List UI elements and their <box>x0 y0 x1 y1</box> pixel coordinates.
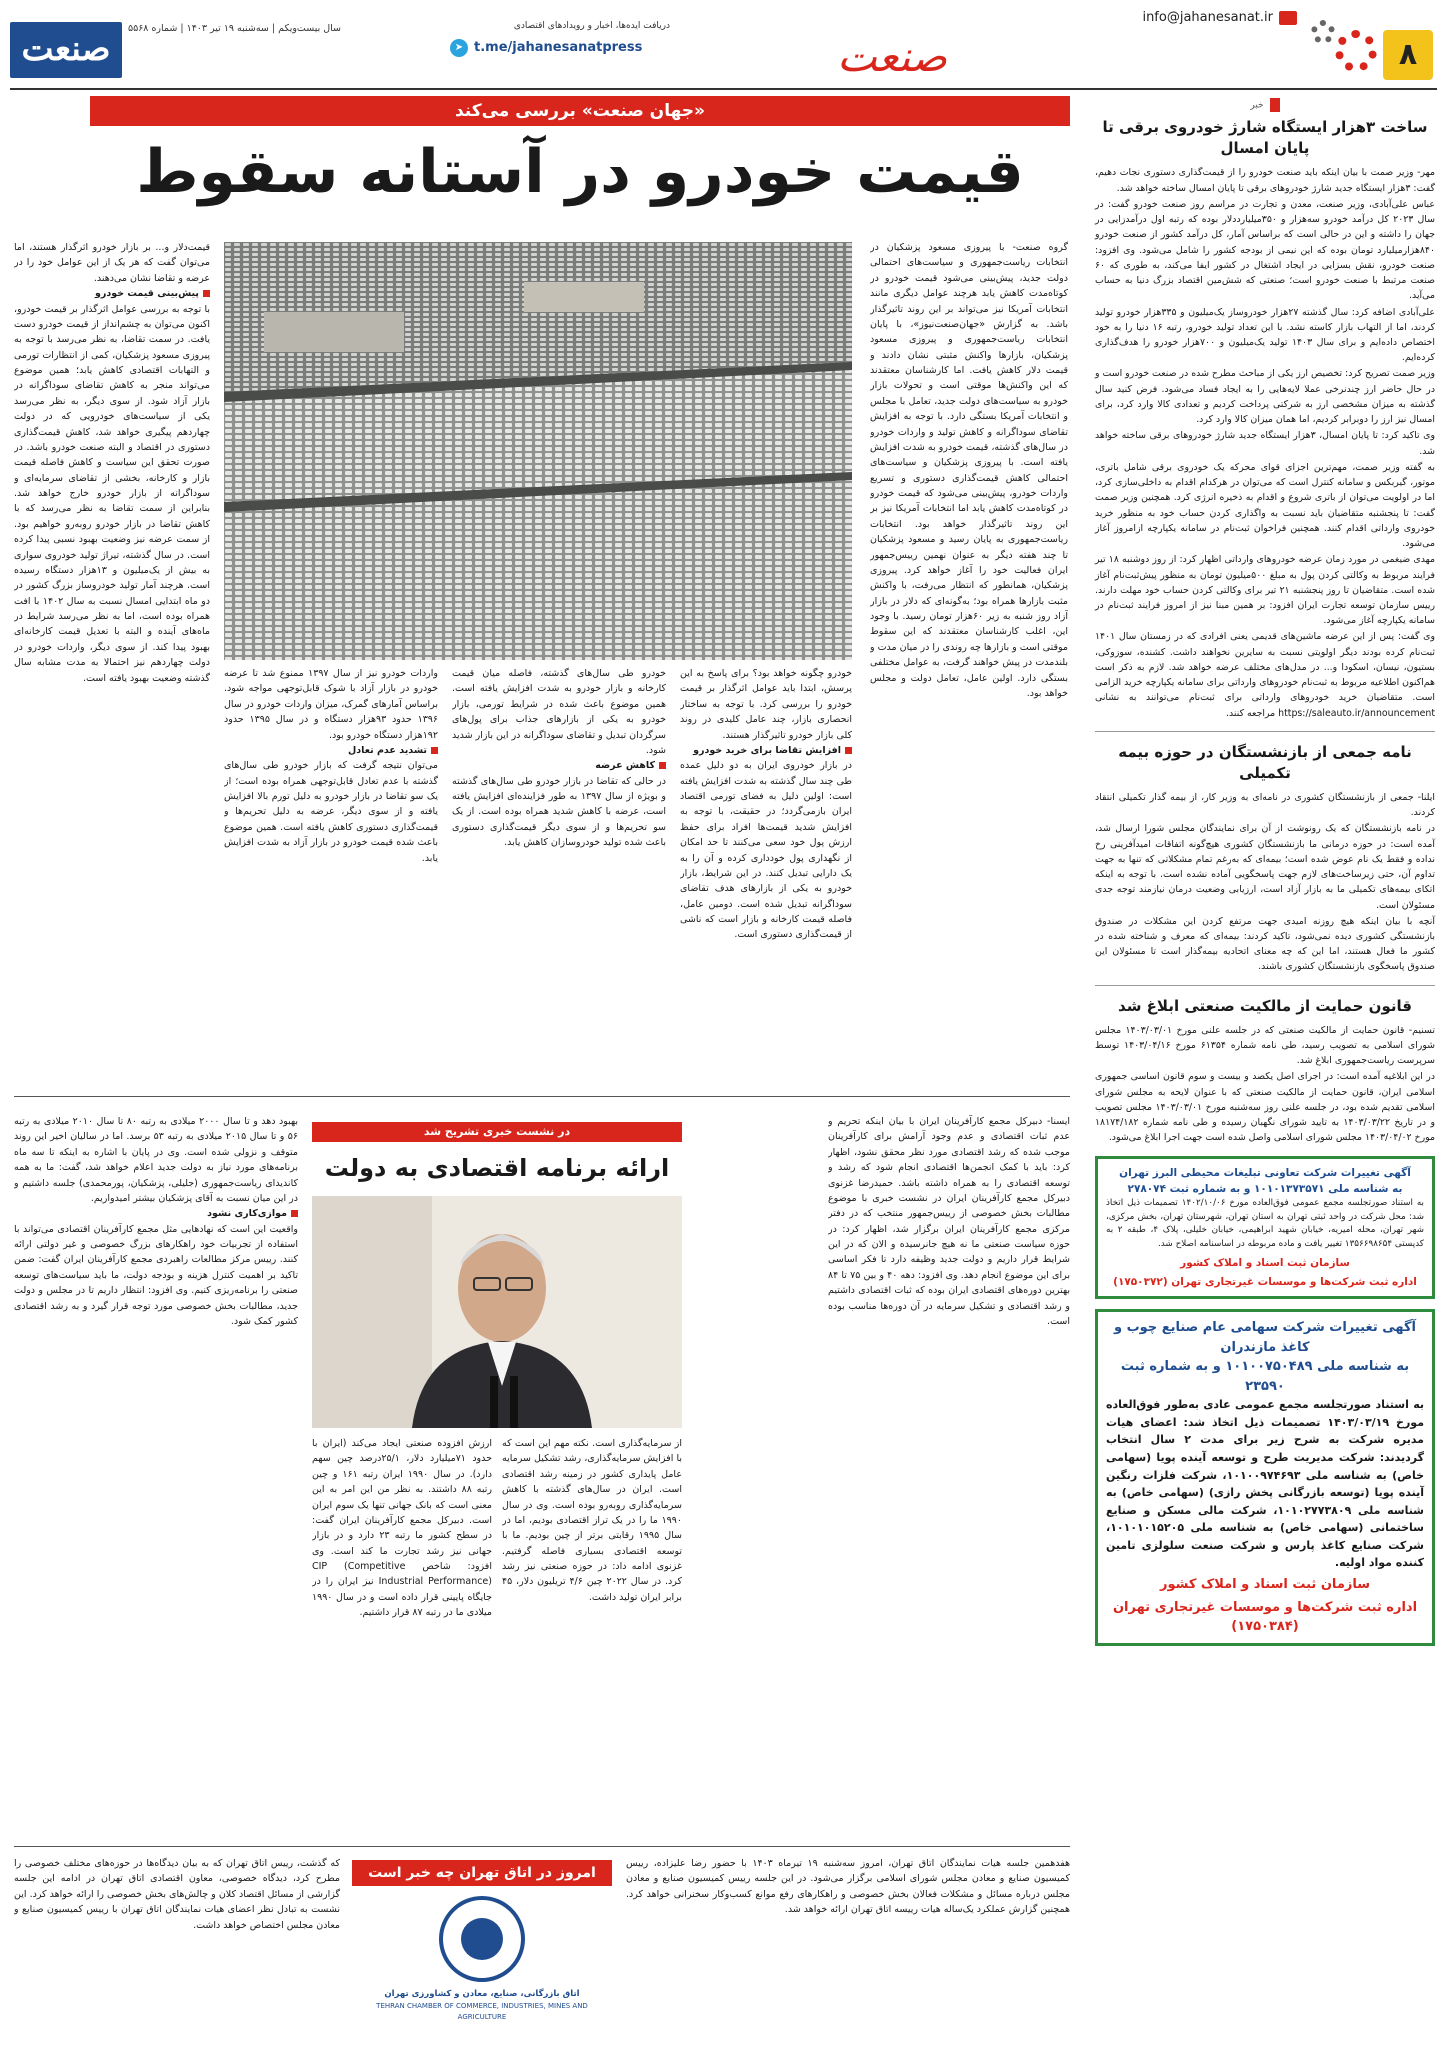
story-ev-charging-body: مهر- وزیر صمت با بیان اینکه باید صنعت خودرو را از قیمت‌گذاری دستوری نجات دهیم، گفت: ۳هزار ایستگاه جدید شارژ خودروهای برقی تا پایان امسال ساخته خواهد شد. عباس علی‌آبادی، وزیر صنعت، معدن و تجارت در مراسم روز صنعت خودرو گفت: در سال ۲۰۲۳ کل درآمد خودرو سه‌هزار و ۳۵۰میلیارددلار بوده که رتبه اول درآمدزایی در جهان را داشته و این در حالی است که براساس آمار، کل درآمد کشور از صنعت خودرو ۸۴۰هزارمیلیارد تومان بوده که این نیمی از بودجه کشور را شامل می‌شود. وی افزود: صنعت خودرو، نقش بسزایی در ایجاد اشتغال در کشور ایفا می‌کند، به طوری که ۶۰ صنعت مرتبط با صنعت خودرو است؛ صنعتی که شش‌مین اقتصاد بزرگ دنیا به حساب می‌آید. علی‌آبادی اضافه کرد: سال گذشته ۲۷هزار خودروساز یک‌میلیون و ۳۳۵هزار خودرو تولید کردند، اما از التهاب بازار کاسته نشد. با این تعداد تولید خودرو، رتبه ۱۶ دنیا را به خود اختصاص داده‌ایم و برای سال ۱۴۰۳ تولید یک‌میلیون و ۷۰۰هزار خودرو را هدف‌گذاری کرده‌ایم. وزیر صمت تصریح کرد: تخصیص ارز یکی از مباحث مطرح شده در صنعت خودرو است و در حال حاضر ارز چندنرخی عملا لایه‌هایی را به ایجاد فساد می‌شود. فرض کنید سال گذشته به میزان مشخصی ارز به شرکتی پرداخت کردیم و تعدادی کالا وارد کرد، برای امسال نیز ارز را دوبرابر کردیم، اما همان میزان کالا وارد کرد. وی تاکید کرد: تا پایان امسال، ۳هزار ایستگاه جدید شارژ خودروهای برقی ساخته خواهد شد. به گفته وزیر صمت، مهم‌ترین اجزای قوای محرکه یک خودروی برقی شامل باتری، موتور، گیربکس و سامانه کنترل است که می‌توان در هرکدام اقدام به داخلی‌سازی کرد، اما در اولویت می‌توان از باتری شروع و اقدام به ذخیره انرژی کرد. همچنین وزیر صمت گفت: تا پنجشنبه متقاضیان باید نسبت به واگذاری کردن حساب خود به منظور خرید خودروی وارداتی اقدام کنند. همچنین فراخوان ثبت‌نام در سامانه یکپارچه ازامروز آغاز می‌شود. مهدی ضیغمی در مورد زمان عرضه خودروهای وارداتی اظهار کرد: از روز دوشنبه ۱۸ تیر فرایند مربوط به وکالتی کردن پول به مبلغ ۵۰۰میلیون تومان به منظور پیش‌ثبت‌نام آغاز شده است. متقاضیان تا روز پنجشنبه ۲۱ تیر برای وکالتی کردن حساب خود مهلت دارند. رییس سازمان توسعه تجارت ایران افزود: بر همین مبنا نیز از امروز فرایند ثبت‌نام در سامانه یکپارچه آغاز می‌شود. وی گفت: پس از این عرضه ماشین‌های قدیمی یعنی افرادی که در زمستان سال ۱۴۰۱ ثبت‌نام کرده بودند دیگر اولویتی نسبت به سایرین نخواهند داشت. کشنده، سوزوکی، بستیون، نیسان، اسکودا و... در مدل‌های مختلف عرضه خواهد شد. لازم به ذکر است هم‌اکنون اطلاعیه مربوط به ثبت‌نام خودروهای وارداتی برای سامانه یکپارچه خرید الزامی است. متقاضیان خرید خودروهای وارداتی برای ثبت‌نام می‌توانند به نشانی https://saleauto.ir/announcement مراجعه کنند. <box>1095 167 1436 719</box>
bottom-story-kicker: امروز در اتاق تهران چه خبر است <box>352 1860 612 1886</box>
main-col-1: گروه صنعت- با پیروزی مسعود پزشکیان در انتخابات ریاست‌جمهوری و سیاست‌های احتمالی دولت جدید، پیش‌بینی می‌شود قیمت خودرو در کوتاه‌مدت کاهش یابد هرچند عوامل دیگری مانند انتخابات آمریکا نیز می‌تواند بر این روند تاثیرگذار باشد. به گزارش «جهان‌صنعت‌نیوز»، با پایان انتخابات ریاست‌جمهوری و پیروزی مسعود پزشکیان، بازارها واکنش مثبتی نشان دادند و قیمت دلار کاهش یافت. اما کارشناسان معتقدند که این واکنش‌ها موقتی است و تحولات بازار خودرو به سیاست‌های دولت جدید، تعامل با مجلس و انتخابات آمریکا بستگی دارد. با توجه به افزایش تقاضای سوداگرانه و کاهش تولید و واردات خودرو در سال‌های گذشته، قیمت خودرو به شدت افزایش یافته است. با پیروزی پزشکیان و سیاست‌های احتمالی کاهش قیمت‌گذاری دستوری و تسریع واردات خودرو، پیش‌بینی می‌شود که قیمت خودرو در کوتاه‌مدت کاهش یابد اما انتخابات آمریکا نیز بر این روند تاثیرگذار خواهد بود. انتخابات ریاست‌جمهوری به پایان رسید و مسعود پزشکیان تا چند هفته دیگر به عنوان نهمین رییس‌جمهور ایران فعالیت خود را آغاز خواهد کرد. پیروزی پزشکیان، همانطور که انتظار می‌رفت، با واکنش مثبت بازارها همراه بود؛ به‌گونه‌ای که دلار در بازار آزاد روز شنبه به زیر ۶۰هزار تومان رسید. با وجود این، اغلب کارشناسان معتقدند که این سقوط موقتی است و بازارها چه روندی را در میان مدت و بلندمدت در پیش خواهند گرفت، به عوامل مختلفی بستگی دارد. اولین عامل، تعامل دولت و مجلس خواهد بود. <box>870 242 1068 699</box>
main-col-2: خودرو چگونه خواهد بود؟ برای پاسخ به این پرسش، ابتدا باید عوامل اثرگذار بر قیمت خودرو را بررسی کرد. با توجه به ساختار انحصاری بازار، چند عامل کلیدی در روند کلی بازار خودرو تاثیرگذار هستند. افزایش تقاضا برای خرید خودرو در بازار خودروی ایران به دو دلیل عمده طی چند سال گذشته به شدت افزایش یافته است: اولین دلیل به فضای تورمی اقتصاد ایران بازمی‌گردد؛ در حقیقت، با توجه به افزایش شدید قیمت‌ها افراد برای حفظ ارزش پول خود سعی می‌کنند تا حد امکان از نگهداری پول خودداری کرده و آن را به یک دارایی تبدیل کنند. در این شرایط، بازار خودرو به یکی از بازارهای هدف تقاضای سوداگرانه تبدیل شده است. دومین عامل، فاصله قیمت کارخانه و بازار است که ناشی از قیمت‌گذاری دستوری است. <box>680 668 852 941</box>
ad-1-subtitle: به شناسه ملی ۱۰۱۰۱۳۷۳۵۷۱ و به شماره ثبت ۲۷۸۰۷۴ <box>1127 1182 1403 1195</box>
page-number: ۸ <box>1383 30 1433 80</box>
story-retirees-body: ایلنا- جمعی از بازنشستگان کشوری در نامه‌ای به وزیر کار، از بیمه گذار تکمیلی انتقاد کردند. در نامه بازنشستگان که یک رونوشت از آن برای نمایندگان مجلس شورا ارسال شد، آمده است: در حوزه درمانی ما بازنشستگان کشوری هیچ‌گونه اتفاقات امیدآفرینی رخ نداده و فقط یک نام عوض شده است؛ بیمه‌ای که به‌رغم تمام مشکلاتی که تنها به جهت تداوم آن، حتی زیرساخت‌های لازم جهت پاسخگویی آماده نشده است. با توجه به اینکه اتکای بیمه‌های تکمیلی ما به بازار آزاد است، ارزیابی وضعیت درمان نیازمند توجه جدی مسئولان است. آنچه با بیان اینکه هیچ روزنه امیدی جهت مرتفع کردن این مشکلات در صندوق بازنشستگی کشوری دیده نمی‌شود، تاکید کردند: بیمه‌ای که معرف و شناخته شده در کشور ما فعال هستند، اما این که چه معنای اتحادیه بیمه‌گذار است تا مسئولان این صندوق پاسخگوی بازنشستگان کشوری باشند. <box>1095 791 1435 973</box>
second-col-3: ارزش افزوده صنعتی ایجاد می‌کند (ایران با حدود ۷۱میلیارد دلار، ۲۵/۱درصد چین سهم دارد). در سال ۱۹۹۰ ایران رتبه ۱۶۱ و چین رتبه ۸۸ داشتند. به نظر من این امر به این معنی است که بانک جهانی تنها یک سوم ایران است. دبیرکل مجمع کارآفرینان ایران گفت: در سطح کشور ما رتبه ۲۳ دارد و در بازار جهانی نیز رشد تجارت ما کند است. وی افزود: شاخص CIP (Competitive Industrial Performance) نیز ایران را در جایگاه پایینی قرار داده است و در سال ۱۹۹۰ میلادی ما در رتبه ۸۷ قرار داشتیم. <box>312 1438 492 1619</box>
ad-1-footer-office: اداره ثبت شرکت‌ها و موسسات غیرتجاری تهران (۱۷۵۰۳۷۲) <box>1113 1275 1417 1288</box>
subhead-supply: کاهش عرضه <box>452 758 666 773</box>
subhead-demand: افزایش تقاضا برای خرید خودرو <box>680 743 852 758</box>
telegram-icon: ➤ <box>450 39 468 57</box>
car-parking-photo <box>224 242 852 660</box>
section-divider-2 <box>14 1846 1070 1847</box>
telegram-promo <box>450 20 670 58</box>
ad-2-footer-office: اداره ثبت شرکت‌ها و موسسات غیرتجاری تهران (۱۷۵۰۳۸۴) <box>1112 1599 1418 1634</box>
speaker-photo <box>312 1196 682 1428</box>
second-story-kicker: در نشست خبری تشریح شد <box>312 1122 682 1142</box>
ad-2-footer-org: سازمان ثبت اسناد و املاک کشور <box>1159 1577 1371 1593</box>
header-divider <box>10 88 1437 90</box>
email-row <box>1142 8 1297 28</box>
second-col-2: از سرمایه‌گذاری است. نکته مهم این است که با افزایش سرمایه‌گذاری، رشد تشکیل سرمایه عامل پایداری کشور در زمینه رشد اقتصادی است. ایران در سال‌های گذشته با کاهش سرمایه‌گذاری روبه‌رو بوده است. وی در سال ۱۹۹۰ ما را در یک تراز اقتصادی بودیم، اما در سال ۱۹۹۵ رقابتی برتر از چین بودیم. ما با توسعه اقتصادی بسیاری فاصله گرفتیم. غزنوی ادامه داد: در حوزه صنعتی نیز رشد کرد. در سال ۲۰۲۲ چین ۴/۶ تریلیون دلار، ۴۵ برابر ایران تولید داشت. <box>502 1438 682 1603</box>
ad-2-subtitle: به شناسه ملی ۱۰۱۰۰۷۵۰۴۸۹ و به شماره ثبت ۲۳۵۹۰ <box>1120 1359 1410 1394</box>
gear-icon <box>1335 30 1377 72</box>
newspaper-masthead: صنعت <box>10 22 122 78</box>
subhead-no-parallel: موازی‌کاری نشود <box>14 1206 298 1221</box>
main-col-5: قیمت‌دلار و... بر بازار خودرو اثرگذار هستند، اما می‌توان گفت که هر یک از این عوامل خود را در عرضه و تقاضا نشان می‌دهند. پیش‌بینی قیمت خودرو با توجه به بررسی عوامل اثرگذار بر قیمت خودرو، اکنون می‌توان به چشم‌انداز از قیمت خودرو دست یافت. در سمت تقاضا، به نظر می‌رسد با توجه به پیروزی مسعود پزشکیان، کمی از انتظارات تورمی و التهابات اقتصادی کاهش یابد؛ همین موضوع می‌تواند منجر به کاهش تقاضای سوداگرانه در بازار آزاد شود. از سوی دیگر، به نظر می‌رسد یکی از سیاست‌های خودرویی که در دولت چهاردهم پیگیری خواهد شد، کاهش قیمت‌گذاری دستوری در اقتصاد و البته صنعت خودرو باشد. در صورت تحقق این سیاست و کاهش فاصله قیمت بازار و کارخانه، بخشی از تقاضای سرمایه‌ای و سوداگرانه از بازار خودرو خارج خواهد شد. بنابراین از سمت تقاضا به نظر می‌رسد که با کاهش تقاضا در بازار خودرو روبه‌رو خواهیم بود. از سمت عرضه نیز وضعیت بهبود نسبی پیدا کرده است. در سال گذشته، تیراژ تولید خودروی سواری به بیش از یک‌میلیون و ۱۳هزار دستگاه رسیده است. هرچند آمار تولید خودروساز بزرگ کشور در دو ماه ابتدایی امسال نسبت به سال ۱۴۰۲ با افت همراه بوده است، اما به نظر می‌رسد شرایط در ماه‌های آینده و البته با تعدیل قیمت کارخانه‌ای بهبود پیدا کند. از سوی دیگر، واردات خودرو در دولت چهاردهم نیز احتمالا به مدت مشابه سال گذشته وضعیت بهبود یافته است. <box>14 242 210 684</box>
main-col-4: واردات خودرو نیز از سال ۱۳۹۷ ممنوع شد تا عرضه خودرو در بازار آزاد با شوک قابل‌توجهی مواجه شود. براساس آمارهای گمرک، میزان واردات خودرو در سال ۱۳۹۶ حدود ۹۳هزار دستگاه و در سال ۱۳۹۵ حدود ۱۹۲هزار دستگاه خودرو بود. تشدید عدم تعادل می‌توان نتیجه گرفت که بازار خودرو طی سال‌های گذشته با عدم تعادل قابل‌توجهی همراه بوده است؛ از یک سو تقاضا در بازار خودرو به دلیل تورم بالا افزایش یافته و از سوی دیگر، عرضه به دلیل تحریم‌ها و قیمت‌گذاری دستوری کاهش یافته است. همین موضوع باعث شده قیمت خودرو در بازار آزاد به شدت افزایش یابد. <box>224 668 438 864</box>
story-ip-law-body: تسنیم- قانون حمایت از مالکیت صنعتی که در جلسه علنی مورخ ۱۴۰۳/۰۳/۰۱ مجلس شورای اسلامی به تصویب رسید، طی نامه شماره ۶۱۳۵۴ مورخ ۱۴۰۳/۰۴/۱۶ توسط سرپرست ریاست‌جمهوری ابلاغ شد. در این ابلاغیه آمده است: در اجرای اصل یکصد و بیست و سوم قانون اساسی جمهوری اسلامی ایران، قانون حمایت از مالکیت صنعتی که با عنوان لایحه به مجلس شورای اسلامی تقدیم شده بود، در جلسه علنی روز سه‌شنبه مورخ ۱۴۰۳/۰۳/۰۱ مجلس تصویب و در تاریخ ۱۴۰۳/۰۳/۲۲ به تایید شورای نگهبان رسیده و طی نامه شماره ۱۸۱۷۴/۱۸۲ مورخ ۱۴۰۳/۰۴/۰۲ مجلس شورای اسلامی واصل شده است جهت اجرا ابلاغ می‌شود. <box>1095 1024 1436 1144</box>
email-address[interactable]: info@jahanesanat.ir <box>1142 10 1273 25</box>
subhead-forecast: پیش‌بینی قیمت خودرو <box>14 286 210 301</box>
ad-1-footer-org: سازمان ثبت اسناد و املاک کشور <box>1180 1256 1350 1269</box>
second-col-4: بهبود دهد و تا سال ۲۰۰۰ میلادی به رتبه ۸۰ تا سال ۲۰۱۰ میلادی به رتبه ۵۶ و تا سال ۲۰۱۵ میلادی به رتبه ۵۳ برسد. اما در سالیان اخیر این روند متوقف و نزولی شده است. وی در پایان با اشاره به اینکه تا سه ماه برنامه‌های مورد نیاز به دولت جدید اعلام خواهد شد، گفت: ما به همه کاندیدای ریاست‌جمهوری (جلیلی، پزشکیان، پورمحمدی) جلسه داشتیم و در این میان نسبت به آقای پزشکیان بیشتر امیدواریم. موازی‌کاری نشود واقعیت این است که نهادهایی مثل مجمع کارآفرینان اقتصادی می‌تواند با استفاده از تجربیات خود راهکارهای بزرگ خصوصی و غیر دولتی ارائه کنند. رییس مرکز مطالعات راهبردی مجمع کارآفرینان ایران گفت: ضمن تاکید بر اهمیت کنترل هزینه و بودجه دولت، ما باید سیاست‌های توسعه صنعتی را برنامه‌ریزی کنیم. وی افزود: انتظار داریم تا در مجلس و دولت جدید، مطالبات بخش خصوصی مورد توجه قرار گیرد و به رشد اقتصادی کشور کمک شود. <box>14 1116 298 1327</box>
ad-2-title: آگهی تغییرات شرکت سهامی عام صنایع چوب و کاغذ مازندران <box>1114 1320 1416 1355</box>
tehran-chamber-logo <box>352 1892 612 2042</box>
chamber-name-en: TEHRAN CHAMBER OF COMMERCE, INDUSTRIES, MINES AND AGRICULTURE <box>376 2002 588 2022</box>
gear-small-icon <box>1311 20 1335 44</box>
issue-info: سال بیست‌ویکم | سه‌شنبه ۱۹ تیر ۱۴۰۳ | شماره ۵۵۶۸ <box>128 23 342 34</box>
speaker-photo-art <box>312 1196 682 1428</box>
story-retirees-title: نامه جمعی از بازنشستگان در حوزه بیمه تکمیلی <box>1118 742 1412 782</box>
right-news-column <box>1095 98 1435 1646</box>
main-col-3: خودرو طی سال‌های گذشته، فاصله میان قیمت کارخانه و بازار خودرو به شدت افزایش یافته است. همین موضوع باعث شده در شرایط تورمی، بازار خودرو به یکی از بازارهای جذاب برای پول‌های سرگردان تبدیل و تقاضای سوداگرانه در این بازار شدید شود. کاهش عرضه در حالی که تقاضا در بازار خودرو طی سال‌های گذشته و بویژه از سال ۱۳۹۷ به طور فزاینده‌ای افزایش یافته است، عرضه با کاهش شدید همراه بوده است. از یک سو تحریم‌ها و از سوی دیگر قیمت‌گذاری دستوری باعث شده تولید خودروسازان کاهش یابد. <box>452 668 666 849</box>
main-headline: قیمت خودرو در آستانه سقوط <box>136 137 1024 207</box>
divider <box>1095 985 1435 986</box>
second-headline: ارائه برنامه اقتصادی به دولت <box>324 1154 670 1182</box>
page-header <box>0 0 1447 92</box>
telegram-link[interactable]: t.me/jahanesanatpress <box>474 39 643 55</box>
telegram-prompt: دریافت ایده‌ها، اخبار و رویدادهای اقتصادی <box>513 21 670 31</box>
ad-1-body: به استناد صورتجلسه مجمع عمومی فوق‌العاده مورخ ۱۴۰۲/۱۰/۰۶ تصمیمات ذیل اتخاذ شد: محل شرکت در واحد ثبتی تهران به استان تهران، شهرستان تهران، بخش مرکزی، شهر تهران، محله امیریه، خیابان شهید ابراهیمی، خیابان خلیلی، پلاک ۴، طبقه ۲ به کدپستی ۱۳۵۶۶۹۸۶۵۴ تغییر یافت و ماده مربوطه در اساسنامه اصلاح شد. <box>1106 1198 1424 1249</box>
chamber-emblem-icon <box>439 1896 525 1982</box>
legal-ad-2 <box>1095 1309 1435 1645</box>
second-col-1: ایسنا- دبیرکل مجمع کارآفرینان ایران با بیان اینکه تحریم و عدم ثبات اقتصادی و عدم وجود آرامش برای کارآفرینان موجب شده که رشد اقتصادی مورد نظر محقق نشود، اظهار کرد: باید با کمک انجمن‌ها اقتصادی انجام شود که رشد و توسعه اقتصادی را به همراه داشته باشد. حمیدرضا غزنوی دبیرکل مجمع کارآفرینان ایران در نشست خبری با موضوع مطالبات بخش خصوصی از رییس‌جمهور منتخب که در دفتر مرکزی مجمع کارآفرینان ایران برگزار شد، اظهار کرد: در حوزه سیاست صنعتی ما نه هیچ جا‌نرسیده و الان که در این شرایط قرار داریم و دولت جدید وظیفه دارد تا فکر اساسی برای این موضوع انجام دهد. وی افزود: دهه ۴۰ و بین ۷۵ تا ۸۴ بهترین دوره‌های اقتصادی ایران بوده که ثبات اقتصادی داشتیم و رشد اقتصادی و تشکیل سرمایه در آن دوره‌ها مناسب بوده است. <box>828 1116 1070 1327</box>
chamber-name-fa: اتاق بازرگانی، صنایع، معادن و کشاورزی تهران <box>384 1989 580 1999</box>
divider <box>1095 731 1435 732</box>
section-logo: صنعت <box>837 32 947 81</box>
section-divider <box>14 1096 1070 1097</box>
news-tag: خبر <box>1095 98 1435 113</box>
ad-2-body: به استناد صورتجلسه مجمع عمومی عادی به‌طور فوق‌العاده مورخ ۱۴۰۳/۰۳/۱۹ تصمیمات ذیل اتخاذ شد: اعضای هیات مدیره شرکت به شرح زیر برای مدت ۲ سال انتخاب گردیدند: شرکت مدیریت طرح و توسعه آینده پویا (سهامی خاص) به شناسه ملی ۱۰۱۰۰۹۷۴۶۹۳، شرکت فلزات رنگین آینده پویا (توسعه بازرگانی پخش رازی) (سهامی خاص) به شناسه ملی ۱۰۱۰۲۷۷۳۸۰۹، شرکت مالی مسکن و صنایع ساختمانی (سهامی خاص) به شناسه ملی ۱۰۱۰۱۰۱۵۲۰۵، شرکت صنایع کاغذ پارس و شرکت صنعت سلولزی تامین کننده مواد اولیه. <box>1106 1398 1425 1570</box>
bottom-col-2: که گذشت، رییس اتاق تهران که به بیان دیدگاه‌ها در حوزه‌های مختلف خصوصی را مطرح کرد، دیدگاه خصوصی، معاون اقتصادی اتاق تهران در ادامه این جلسه گزارشی از مسائل اقتصاد کلان و چالش‌های بخش خصوصی را ارائه خواهد کرد. این نشست به تبادل نظر اعضای هیات نمایندگان اتاق تهران با رییس کمیسیون صنایع و معادن مجلس اختصاص خواهد داشت. <box>14 1858 340 1931</box>
red-marker-icon <box>1270 98 1280 112</box>
story-ip-law-title: قانون حمایت از مالکیت صنعتی ابلاغ شد <box>1118 996 1412 1015</box>
ad-1-title: آگهی تغییرات شرکت تعاونی تبلیغات محیطی البرز تهران <box>1119 1166 1411 1179</box>
story-ev-charging-title: ساخت ۳هزار ایستگاه شارژ خودروی برقی تا پایان امسال <box>1102 118 1428 158</box>
car-parking-photo-art <box>224 242 852 660</box>
legal-ad-1 <box>1095 1156 1435 1300</box>
email-icon <box>1279 11 1297 25</box>
bottom-col-1: هفدهمین جلسه هیات نمایندگان اتاق تهران، امروز سه‌شنبه ۱۹ تیرماه ۱۴۰۳ با حضور رضا علیزاده، رییس کمیسیون صنایع و معادن مجلس شورای اسلامی برگزار می‌شود. در این جلسه رییس کمیسیون صنایع و معادن مجلس درباره مسائل و مشکلات فعالان بخش خصوصی و راهکارهای رفع موانع کسب‌وکار سخنرانی خواهد کرد. همچنین گزارش عملکرد یک‌ساله هیات رییسه اتاق تهران ارائه خواهد شد. <box>626 1858 1070 1916</box>
subhead-imbalance: تشدید عدم تعادل <box>224 743 438 758</box>
main-story-kicker: «جهان صنعت» بررسی می‌کند <box>90 96 1070 126</box>
